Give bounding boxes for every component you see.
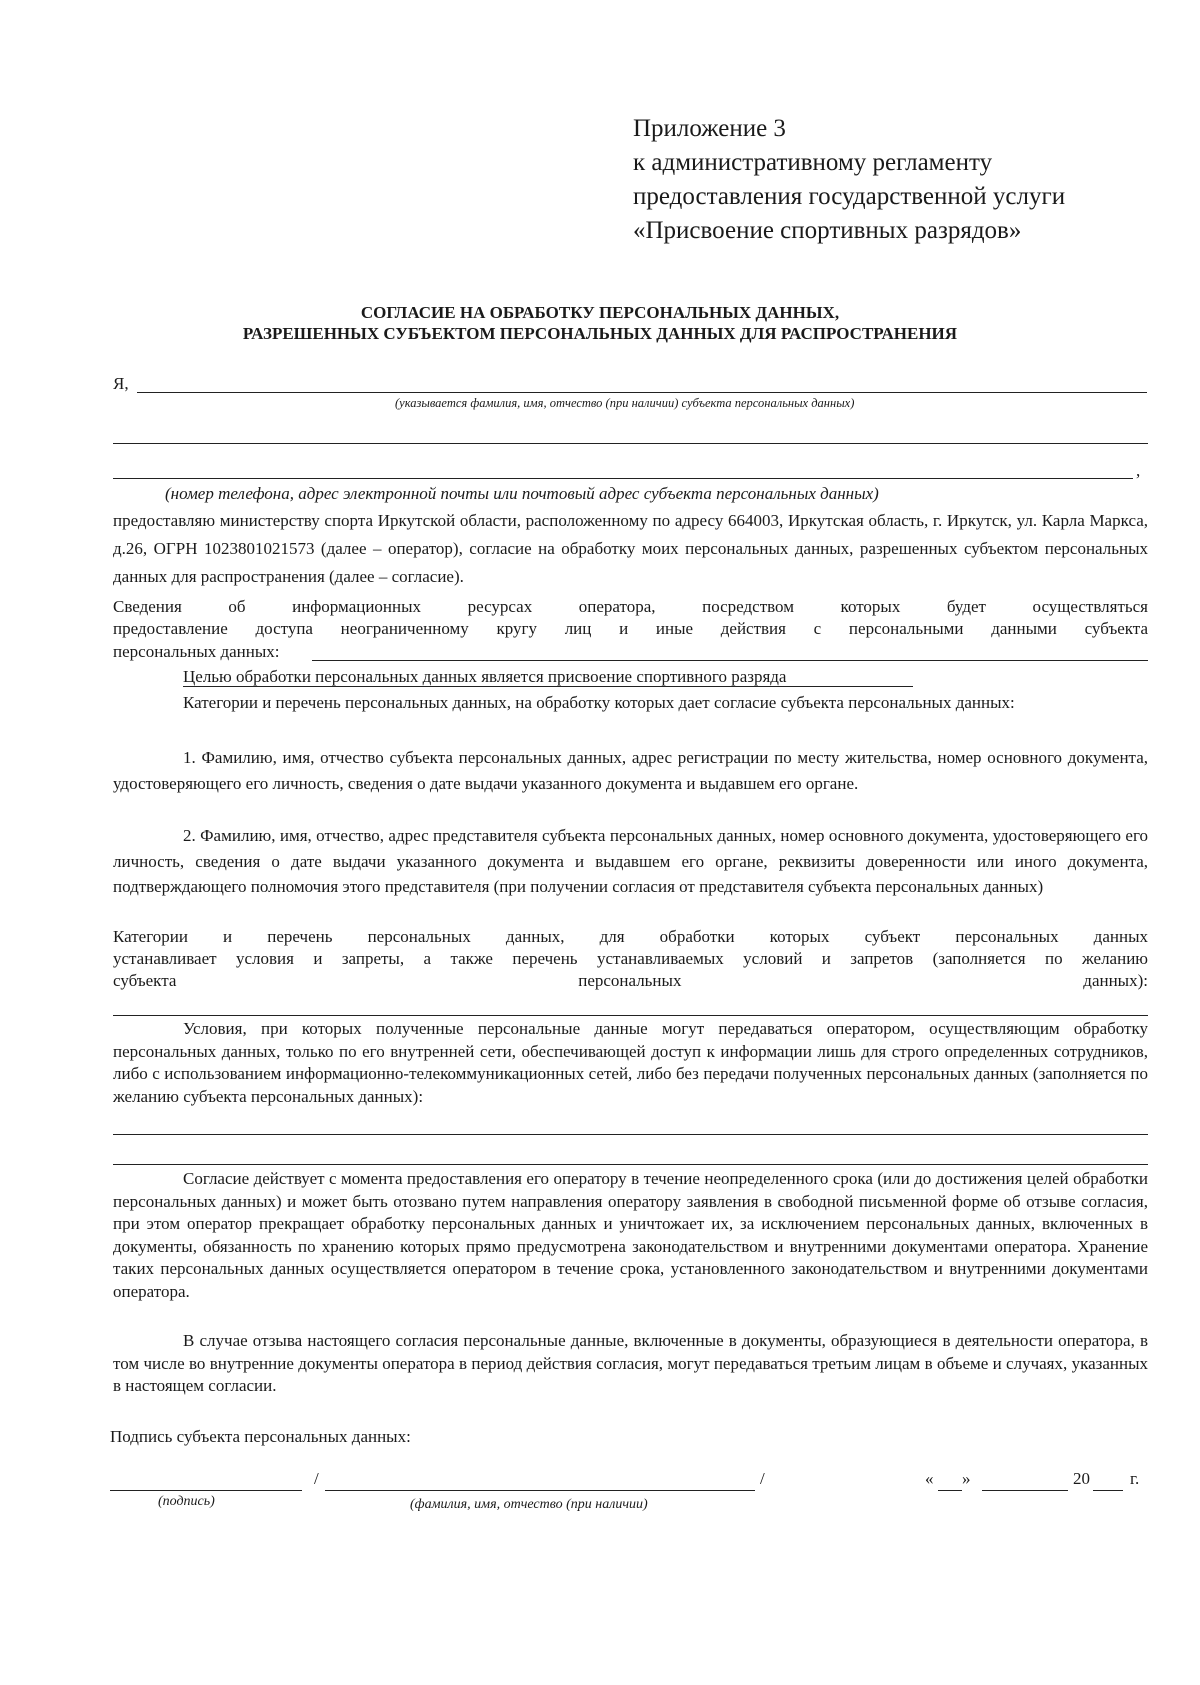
signature-slash-1: / xyxy=(314,1469,319,1488)
word-personal: персональных xyxy=(578,971,682,990)
date-day-field[interactable] xyxy=(938,1490,962,1491)
category-2-paragraph: 2. Фамилию, имя, отчество, адрес представителя субъекта персональных данных, номер основного документа, удостоверяющего его личность, сведения о дате выдачи указанного документа и выдавшем его органе, реквизиты доверенности или иного документа, подтверждающего полномочия этого представителя (при получении согласия от представителя субъекта персональных данных) xyxy=(113,826,1148,896)
resources-line-3: персональных данных: xyxy=(113,642,280,661)
annex-line-3: предоставления государственной услуги xyxy=(633,183,1066,210)
date-quote-open: « xyxy=(925,1469,934,1488)
resources-line-1: Сведения об информационных ресурсах оператора, посредством которых будет осуществляться xyxy=(113,597,1148,616)
subject-fio-caption: (указывается фамилия, имя, отчество (при наличии) субъекта персональных данных) xyxy=(395,396,855,410)
date-year-field[interactable] xyxy=(1093,1490,1123,1491)
conditions-line-1: Категории и перечень персональных данных, для обработки которых субъект персональных данных xyxy=(113,927,1148,946)
conditions-line-2: устанавливает условия и запреты, а также перечень устанавливаемых условий и запретов (заполняется по желанию xyxy=(113,949,1148,968)
subject-contacts-field-1[interactable] xyxy=(113,443,1148,444)
resources-line-2: предоставление доступа неограниченному кругу лиц и иные действия с персональными данными субъекта xyxy=(113,619,1148,638)
signature-field[interactable] xyxy=(110,1490,302,1491)
transfer-field-2[interactable] xyxy=(113,1164,1148,1165)
conditions-field[interactable] xyxy=(113,1015,1148,1016)
document-title xyxy=(100,302,1100,344)
transfer-field-1[interactable] xyxy=(113,1134,1148,1135)
signature-fio-field[interactable] xyxy=(325,1490,755,1491)
date-year-suffix: г. xyxy=(1130,1469,1140,1488)
transfer-conditions-paragraph: Условия, при которых полученные персональные данные могут передаваться оператором, осуществляющим обработку персональных данных, только по его внутренней сети, обеспечивающей доступ к информации лишь для строго определенных сотрудников, либо с использованием информационно-телекоммуникационных сетей, либо без передачи полученных персональных данных (заполняется по желанию субъекта персональных данных): xyxy=(113,1019,1148,1106)
subject-fio-field[interactable] xyxy=(137,392,1147,393)
operator-paragraph: предоставляю министерству спорта Иркутской области, расположенному по адресу 664003, Иркутская область, г. Иркутск, ул. Карла Маркса, д.26, ОГРН 1023801021573 (далее – оператор), согласие на обработку моих персональных данных, разрешенных субъектом персональных данных для распространения (далее – согласие). xyxy=(113,511,1148,586)
categories-paragraph: Категории и перечень персональных данных, на обработку которых дает согласие субъекта персональных данных: xyxy=(183,693,1015,712)
annex-line-2: к административному регламенту xyxy=(633,149,993,176)
validity-paragraph: Согласие действует с момента предоставления его оператору в течение неопределенного срока (или до достижения целей обработки персональных данных) и может быть отозвано путем направления оператору заявления в свободной письменной форме об отзыве согласия, при этом оператор прекращает обработку персональных данных и уничтожает их, за исключением персональных данных, включенных в документы, обязанность по хранению которых прямо предусмотрена законодательством и внутренними документами оператора. Хранение таких персональных данных осуществляется оператором в течение срока, установленного законодательством и внутренними документами оператора. xyxy=(113,1169,1148,1301)
subject-prefix: Я, xyxy=(113,374,129,393)
annex-header xyxy=(633,112,1065,248)
word-data: данных): xyxy=(1083,971,1148,990)
resources-field[interactable] xyxy=(312,660,1148,661)
date-quote-close: » xyxy=(962,1469,971,1488)
purpose-paragraph: Целью обработки персональных данных является присвоение спортивного разряда xyxy=(183,667,787,686)
date-year-prefix: 20 xyxy=(1073,1469,1090,1488)
conditions-line-3 xyxy=(113,971,1148,991)
date-month-field[interactable] xyxy=(982,1490,1068,1491)
signature-caption: (подпись) xyxy=(158,1494,215,1509)
category-1-paragraph: 1. Фамилию, имя, отчество субъекта персональных данных, адрес регистрации по месту жительства, номер основного документа, удостоверяющего его личность, сведения о дате выдачи указанного документа и выдавшем его органе. xyxy=(113,748,1148,793)
purpose-underline xyxy=(183,686,913,687)
signature-fio-caption: (фамилия, имя, отчество (при наличии) xyxy=(410,1497,648,1512)
subject-contacts-caption: (номер телефона, адрес электронной почты или почтовый адрес субъекта персональных данных) xyxy=(165,484,879,503)
signature-heading: Подпись субъекта персональных данных: xyxy=(110,1427,411,1446)
revocation-paragraph: В случае отзыва настоящего согласия персональные данные, включенные в документы, образующиеся в деятельности оператора, в том числе во внутренние документы оператора в период действия согласия, могут передаваться третьим лицам в объеме и случаях, указанных в настоящем согласии. xyxy=(113,1331,1148,1395)
annex-line-4: «Присвоение спортивных разрядов» xyxy=(633,217,1022,244)
title-line-2: РАЗРЕШЕННЫХ СУБЪЕКТОМ ПЕРСОНАЛЬНЫХ ДАННЫХ ДЛЯ РАСПРОСТРАНЕНИЯ xyxy=(242,324,958,343)
annex-number: Приложение 3 xyxy=(633,115,786,142)
subject-contacts-field-2[interactable] xyxy=(113,478,1133,479)
contacts-comma: , xyxy=(1136,461,1141,480)
title-line-1: СОГЛАСИЕ НА ОБРАБОТКУ ПЕРСОНАЛЬНЫХ ДАННЫХ, xyxy=(360,303,840,322)
signature-slash-2: / xyxy=(760,1469,765,1488)
word-subject: субъекта xyxy=(113,971,177,990)
